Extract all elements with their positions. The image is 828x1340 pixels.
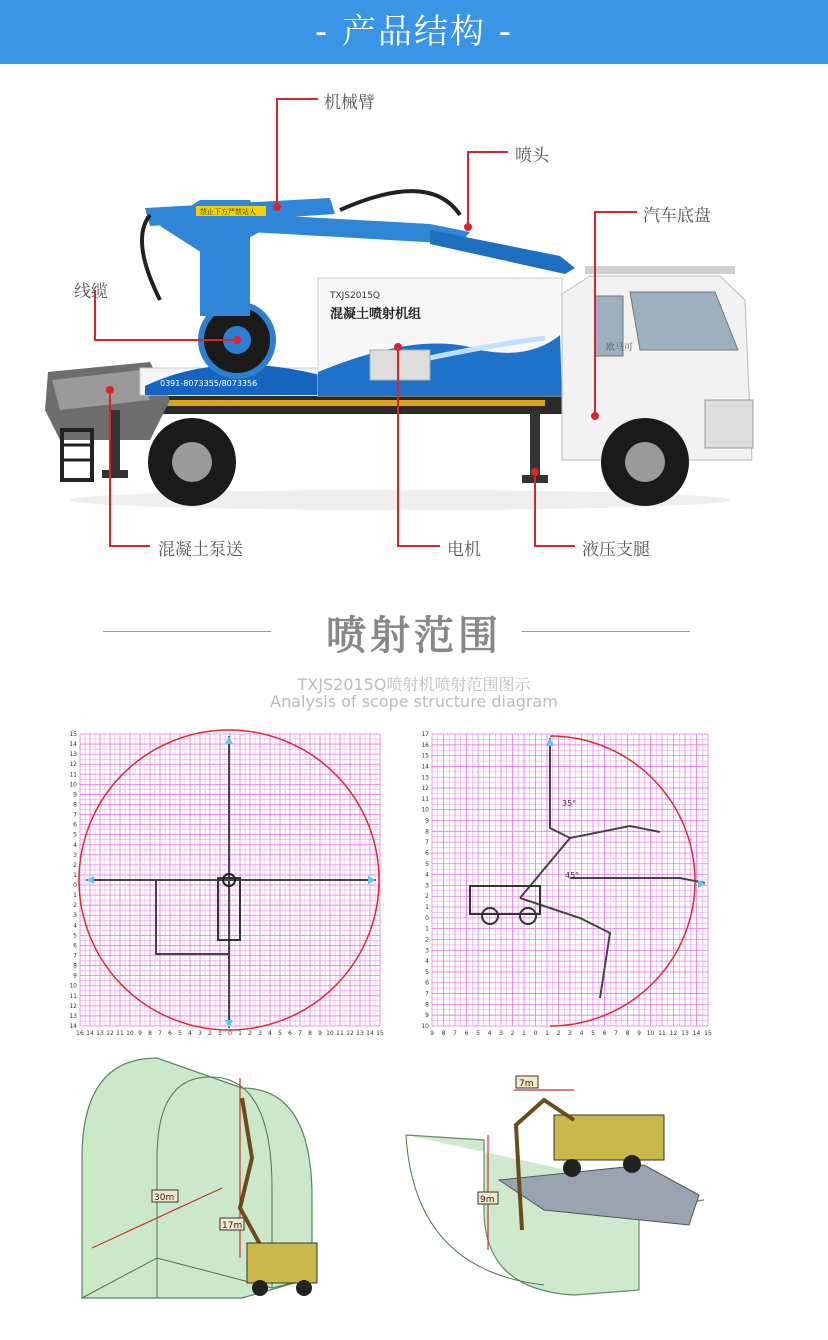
angle-label-1: 35°	[562, 799, 577, 808]
x-tick-label: 6	[288, 1030, 292, 1037]
y-tick-label: 3	[425, 947, 429, 955]
y-tick-label: 2	[73, 861, 77, 869]
y-tick-label: 1	[73, 871, 77, 879]
y-tick-label: 8	[425, 828, 429, 836]
x-tick-label: 6	[464, 1030, 469, 1037]
x-tick-label: 0	[533, 1030, 538, 1037]
callout-motor: 电机	[447, 540, 481, 560]
x-tick-label: 10	[326, 1030, 334, 1037]
y-tick-label: 2	[425, 936, 429, 944]
y-tick-label: 10	[421, 1023, 429, 1030]
y-tick-label: 15	[69, 731, 77, 738]
y-tick-label: 13	[69, 1012, 77, 1020]
truck-model-text: TXJS2015Q	[330, 291, 381, 301]
y-tick-label: 9	[425, 1012, 429, 1020]
y-tick-label: 7	[425, 839, 429, 847]
x-tick-label: 9	[637, 1030, 641, 1037]
y-tick-label: 14	[69, 741, 77, 749]
callout-pump: 混凝土泵送	[158, 540, 243, 560]
callout-cable: 线缆	[74, 282, 108, 302]
x-tick-label: 7	[614, 1030, 618, 1037]
tunnel-coverage-illustration-small	[404, 1060, 704, 1300]
x-tick-label: 1	[545, 1030, 549, 1037]
x-tick-label: 2	[208, 1030, 212, 1037]
tunnel-height-label: 17m	[222, 1221, 243, 1231]
spray-range-subtitle-cn: TXJS2015Q喷射机喷射范围图示	[297, 675, 531, 694]
y-tick-label: 2	[73, 902, 77, 910]
x-tick-label: 2	[556, 1030, 561, 1037]
x-tick-label: 7	[158, 1030, 162, 1037]
x-tick-label: 9	[318, 1030, 322, 1037]
x-tick-label: 3	[568, 1030, 572, 1037]
y-tick-label: 16	[421, 741, 429, 749]
callout-nozzle: 喷头	[515, 146, 549, 166]
x-tick-label: 10	[646, 1030, 655, 1037]
x-tick-label: 7	[298, 1030, 302, 1037]
x-tick-label: 8	[625, 1030, 630, 1037]
y-tick-label: 8	[73, 962, 77, 970]
truck-structure-illustration	[0, 64, 828, 584]
x-tick-label: 15	[704, 1030, 712, 1037]
y-tick-label: 11	[69, 771, 77, 779]
x-tick-label: 4	[579, 1030, 584, 1037]
x-tick-label: 3	[499, 1030, 503, 1037]
y-tick-label: 6	[73, 942, 77, 950]
y-tick-label: 14	[69, 1023, 77, 1030]
y-tick-label: 6	[425, 849, 429, 857]
y-tick-label: 14	[421, 763, 429, 771]
section-header-banner	[0, 0, 828, 64]
x-tick-label: 3	[258, 1030, 262, 1037]
x-tick-label: 14	[86, 1030, 94, 1037]
callout-arm: 机械臂	[324, 93, 375, 113]
angle-label-2: 45°	[565, 871, 580, 880]
x-tick-label: 9	[138, 1030, 142, 1037]
truck-warning-text: 禁止下方严禁站人	[200, 208, 256, 216]
x-tick-label: 2	[510, 1030, 515, 1037]
x-tick-label: 15	[376, 1030, 384, 1037]
y-tick-label: 5	[425, 860, 429, 868]
y-tick-label: 1	[425, 904, 429, 912]
callout-outrigger: 液压支腿	[582, 540, 650, 560]
x-tick-label: 1	[218, 1030, 222, 1037]
y-tick-label: 3	[73, 851, 77, 859]
x-tick-label: 7	[453, 1030, 457, 1037]
y-tick-label: 4	[73, 841, 77, 849]
truck-phone-text: 0391-8073355/8073356	[160, 379, 258, 388]
x-tick-label: 4	[188, 1030, 192, 1037]
y-tick-label: 4	[425, 871, 429, 879]
y-tick-label: 10	[69, 781, 77, 789]
y-tick-label: 12	[69, 761, 77, 769]
x-tick-label: 5	[178, 1030, 182, 1037]
y-tick-label: 5	[425, 968, 429, 976]
x-tick-label: 12	[106, 1030, 114, 1037]
x-tick-label: 8	[441, 1030, 446, 1037]
x-tick-label: 5	[476, 1030, 480, 1037]
tunnel-coverage-illustration-large	[72, 1048, 332, 1338]
y-tick-label: 0	[425, 914, 429, 922]
y-tick-label: 7	[425, 990, 429, 998]
y-tick-label: 0	[73, 882, 77, 890]
y-tick-label: 13	[421, 774, 429, 782]
y-tick-label: 10	[421, 806, 429, 814]
y-tick-label: 9	[73, 791, 77, 799]
x-tick-label: 10	[126, 1030, 134, 1037]
x-tick-label: 14	[692, 1030, 701, 1037]
x-tick-label: 16	[76, 1030, 84, 1037]
x-tick-label: 9	[430, 1030, 434, 1037]
x-tick-label: 6	[602, 1030, 607, 1037]
y-tick-label: 1	[425, 925, 429, 933]
y-tick-label: 6	[425, 979, 429, 987]
y-tick-label: 6	[73, 821, 77, 829]
x-tick-label: 8	[308, 1030, 312, 1037]
x-tick-label: 13	[681, 1030, 689, 1037]
x-tick-label: 2	[248, 1030, 252, 1037]
x-tick-label: 13	[356, 1030, 364, 1037]
y-tick-label: 3	[425, 882, 429, 890]
x-tick-label: 5	[591, 1030, 595, 1037]
y-tick-label: 2	[425, 893, 429, 901]
cab-badge-text: 欧马可	[606, 343, 634, 353]
y-tick-label: 9	[425, 817, 429, 825]
y-tick-label: 11	[69, 992, 77, 1000]
truck-product-name: 混凝土喷射机组	[330, 307, 422, 322]
y-tick-label: 3	[73, 912, 77, 920]
y-tick-label: 4	[73, 922, 77, 930]
tunnel-width-label: 30m	[154, 1193, 175, 1203]
x-tick-label: 8	[148, 1030, 152, 1037]
y-tick-label: 12	[69, 1002, 77, 1010]
callout-chassis: 汽车底盘	[643, 206, 711, 226]
y-tick-label: 8	[73, 801, 77, 809]
x-tick-label: 13	[96, 1030, 104, 1037]
x-tick-label: 11	[658, 1030, 666, 1037]
tunnel-width-label-small: 7m	[519, 1079, 534, 1089]
spray-range-title: 喷射范围	[326, 613, 502, 659]
x-tick-label: 5	[278, 1030, 282, 1037]
y-tick-label: 15	[421, 752, 429, 760]
y-tick-label: 11	[421, 795, 429, 803]
spray-range-diagram-side	[420, 728, 720, 1040]
x-tick-label: 11	[336, 1030, 344, 1037]
x-tick-label: 12	[346, 1030, 354, 1037]
x-tick-label: 4	[268, 1030, 272, 1037]
y-tick-label: 8	[425, 1001, 429, 1009]
y-tick-label: 13	[69, 751, 77, 759]
y-tick-label: 7	[73, 811, 77, 819]
y-tick-label: 4	[425, 958, 429, 966]
x-tick-label: 1	[522, 1030, 526, 1037]
section-header-title: - 产品结构 -	[314, 12, 514, 52]
spray-range-diagram-front	[68, 728, 390, 1040]
x-tick-label: 0	[228, 1030, 232, 1037]
x-tick-label: 12	[669, 1030, 678, 1037]
x-tick-label: 6	[168, 1030, 172, 1037]
y-tick-label: 12	[421, 785, 429, 793]
tunnel-depth-label: 9m	[480, 1195, 495, 1205]
x-tick-label: 3	[198, 1030, 202, 1037]
y-tick-label: 9	[73, 972, 77, 980]
y-tick-label: 5	[73, 831, 77, 839]
x-tick-label: 1	[238, 1030, 242, 1037]
y-tick-label: 5	[73, 932, 77, 940]
x-tick-label: 4	[487, 1030, 492, 1037]
y-tick-label: 1	[73, 892, 77, 900]
x-tick-label: 14	[366, 1030, 374, 1037]
y-tick-label: 17	[421, 731, 429, 738]
y-tick-label: 10	[69, 982, 77, 990]
y-tick-label: 7	[73, 952, 77, 960]
spray-range-subtitle-en: Analysis of scope structure diagram	[270, 692, 558, 711]
x-tick-label: 11	[116, 1030, 124, 1037]
